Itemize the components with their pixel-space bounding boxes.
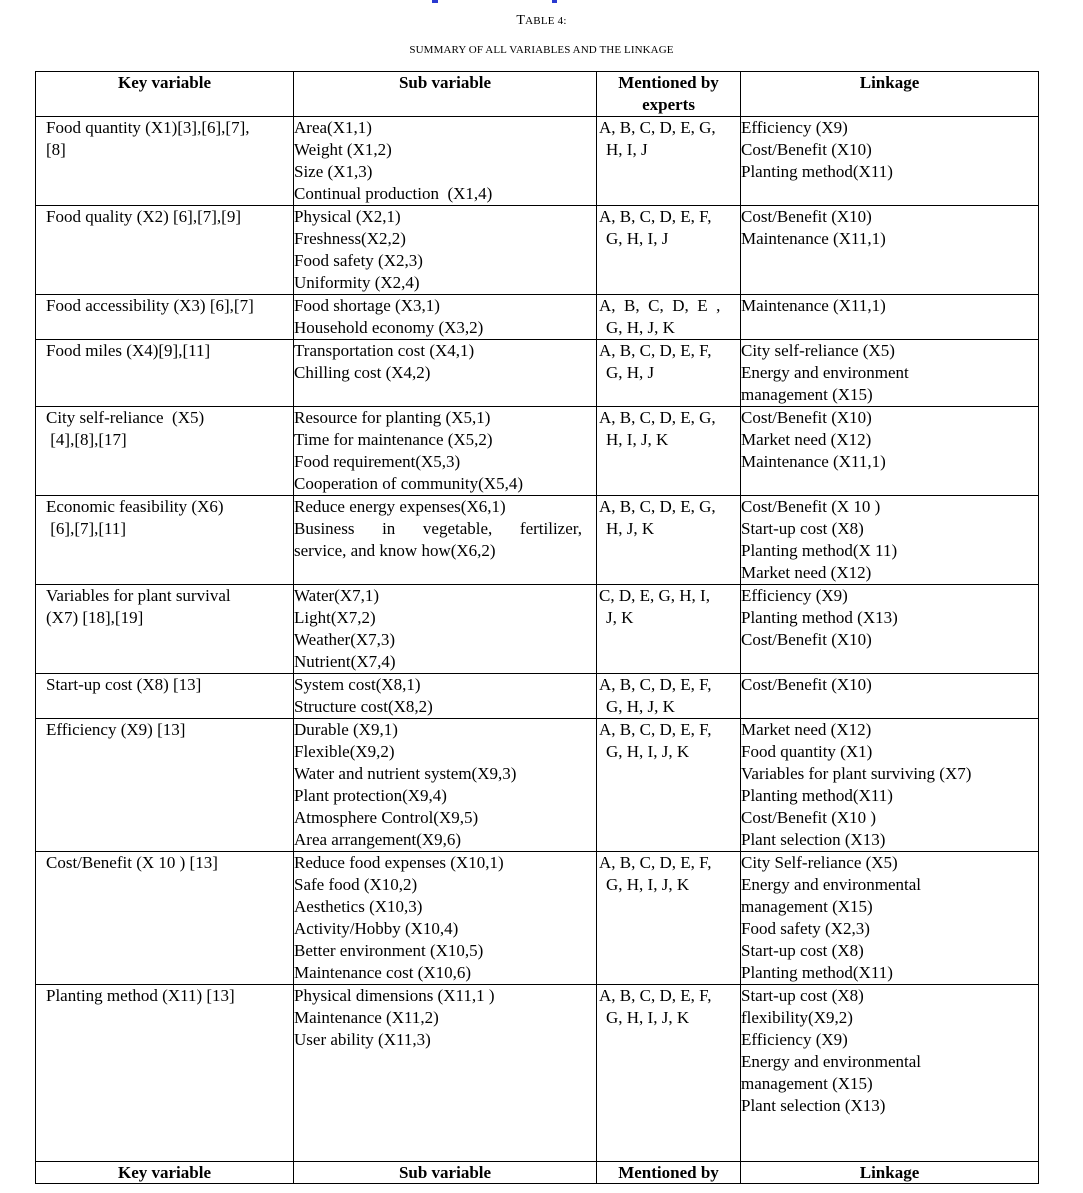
sub-variable-line: Business in vegetable, fertilizer, (294, 519, 582, 538)
experts-line: G, H, I, J (606, 229, 669, 248)
sub-variable-line: Maintenance cost (X10,6) (294, 963, 472, 982)
key-variable-line: Economic feasibility (X6) (46, 497, 224, 516)
key-variable-cell (36, 496, 294, 585)
experts-cell (597, 674, 741, 719)
sub-variable-line: Freshness(X2,2) (294, 229, 406, 248)
table-row (36, 985, 1039, 1162)
key-variable-cell (36, 295, 294, 340)
sub-variable-line: Uniformity (X2,4) (294, 273, 420, 292)
linkage-line: Food quantity (X1) (741, 742, 873, 761)
sub-variable-line: Food requirement(X5,3) (294, 452, 461, 471)
experts-line: A, B, C, D, E, F, (599, 341, 712, 360)
linkage-cell (741, 585, 1039, 674)
experts-line: G, H, I, J, K (606, 1008, 690, 1027)
linkage-cell (741, 117, 1039, 206)
experts-line: A, B, C, D, E, G, (599, 118, 716, 137)
sub-variable-line: Maintenance (X11,2) (294, 1008, 439, 1027)
key-variable-cell (36, 852, 294, 985)
header-mentioned-by-experts (597, 72, 741, 117)
experts-line: G, H, I, J, K (606, 742, 690, 761)
sub-variable-cell (294, 719, 597, 852)
sub-variable-line: Food safety (X2,3) (294, 251, 423, 270)
key-variable-cell (36, 407, 294, 496)
key-variable-line: Planting method (X11) [13] (46, 986, 235, 1005)
sub-variable-line: Weather(X7,3) (294, 630, 396, 649)
key-variable-cell (36, 585, 294, 674)
table-number (0, 13, 1083, 29)
linkage-line: Cost/Benefit (X10) (741, 140, 872, 159)
linkage-cell (741, 719, 1039, 852)
sub-variable-line: Continual production (X1,4) (294, 184, 493, 203)
sub-variable-line: Flexible(X9,2) (294, 742, 395, 761)
linkage-cell (741, 496, 1039, 585)
sub-variable-cell (294, 117, 597, 206)
sub-variable-cell (294, 340, 597, 407)
key-variable-line: [6],[7],[11] (46, 519, 127, 538)
key-variable-line: Efficiency (X9) [13] (46, 720, 186, 739)
experts-line: A, B, C, D, E, F, (599, 720, 712, 739)
linkage-cell (741, 852, 1039, 985)
linkage-line: Variables for plant surviving (X7) (741, 764, 972, 783)
linkage-line: Planting method(X11) (741, 162, 893, 181)
sub-variable-cell (294, 852, 597, 985)
linkage-line: management (X15) (741, 385, 873, 404)
header-mentioned-line1: Mentioned by (618, 73, 719, 92)
table-row (36, 585, 1039, 674)
sub-variable-line: Reduce food expenses (X10,1) (294, 853, 504, 872)
sub-variable-line: Atmosphere Control(X9,5) (294, 808, 479, 827)
sub-variable-line: Weight (X1,2) (294, 140, 392, 159)
sub-variable-line: Cooperation of community(X5,4) (294, 474, 523, 493)
linkage-line: management (X15) (741, 1074, 873, 1093)
table-row (36, 496, 1039, 585)
sub-variable-line: Household economy (X3,2) (294, 318, 484, 337)
table-number-prefix: T (516, 13, 526, 28)
table-row (36, 719, 1039, 852)
linkage-line: management (X15) (741, 897, 873, 916)
linkage-line: Maintenance (X11,1) (741, 452, 886, 471)
cut-off-header-fragment (432, 0, 438, 3)
experts-cell (597, 985, 741, 1162)
sub-variable-line: Aesthetics (X10,3) (294, 897, 423, 916)
experts-line: G, H, J, K (606, 697, 675, 716)
linkage-line: Food safety (X2,3) (741, 919, 870, 938)
key-variable-line: [8] (46, 140, 66, 159)
table-title: SUMMARY OF ALL VARIABLES AND THE LINKAGE (409, 44, 674, 56)
sub-variable-line: Food shortage (X3,1) (294, 296, 440, 315)
linkage-line: Efficiency (X9) (741, 118, 848, 137)
cut-off-header-fragment (552, 0, 557, 3)
linkage-cell (741, 985, 1039, 1162)
sub-variable-line: Water(X7,1) (294, 586, 380, 605)
key-variable-line: City self-reliance (X5) (46, 408, 205, 427)
sub-variable-line: Water and nutrient system(X9,3) (294, 764, 517, 783)
sub-variable-line: service, and know how(X6,2) (294, 541, 496, 560)
linkage-line: Cost/Benefit (X10) (741, 408, 872, 427)
experts-line: J, K (606, 608, 634, 627)
linkage-cell (741, 407, 1039, 496)
sub-variable-line: Resource for planting (X5,1) (294, 408, 491, 427)
linkage-line: Cost/Benefit (X 10 ) (741, 497, 881, 516)
linkage-line: Planting method(X11) (741, 786, 893, 805)
linkage-line: Maintenance (X11,1) (741, 229, 886, 248)
table-row (36, 340, 1039, 407)
experts-line: H, J, K (606, 519, 655, 538)
experts-line: A, B, C, D, E , (599, 296, 721, 315)
key-variable-line: Food quantity (X1)[3],[6],[7], (46, 118, 250, 137)
linkage-line: Planting method(X 11) (741, 541, 898, 560)
sub-variable-line: User ability (X11,3) (294, 1030, 431, 1049)
sub-variable-cell (294, 407, 597, 496)
key-variable-line: Food accessibility (X3) [6],[7] (46, 296, 254, 315)
experts-cell (597, 295, 741, 340)
linkage-line: Start-up cost (X8) (741, 986, 864, 1005)
footer-linkage: Linkage (741, 1162, 1039, 1184)
sub-variable-line: Physical dimensions (X11,1 ) (294, 986, 495, 1005)
table-row (36, 852, 1039, 985)
key-variable-line: (X7) [18],[19] (46, 608, 144, 627)
variables-table (35, 71, 1039, 1184)
footer-mentioned-by: Mentioned by (597, 1162, 741, 1184)
header-mentioned-line2: experts (642, 95, 695, 114)
linkage-cell (741, 340, 1039, 407)
sub-variable-line: Nutrient(X7,4) (294, 652, 396, 671)
linkage-line: flexibility(X9,2) (741, 1008, 853, 1027)
sub-variable-cell (294, 585, 597, 674)
sub-variable-line: Activity/Hobby (X10,4) (294, 919, 459, 938)
key-variable-cell (36, 719, 294, 852)
key-variable-cell (36, 985, 294, 1162)
linkage-line: Planting method (X13) (741, 608, 898, 627)
table-footer-row (36, 1162, 1039, 1184)
sub-variable-line: Area(X1,1) (294, 118, 372, 137)
linkage-line: Market need (X12) (741, 563, 872, 582)
key-variable-line: [4],[8],[17] (46, 430, 127, 449)
sub-variable-line: Chilling cost (X4,2) (294, 363, 431, 382)
sub-variable-line: Time for maintenance (X5,2) (294, 430, 493, 449)
linkage-cell (741, 295, 1039, 340)
key-variable-line: Variables for plant survival (46, 586, 231, 605)
table-number-rest: ABLE 4: (525, 15, 567, 27)
experts-line: A, B, C, D, E, F, (599, 207, 712, 226)
sub-variable-cell (294, 496, 597, 585)
sub-variable-line: Area arrangement(X9,6) (294, 830, 462, 849)
linkage-cell (741, 674, 1039, 719)
linkage-line: Market need (X12) (741, 430, 872, 449)
linkage-line: Cost/Benefit (X10 ) (741, 808, 877, 827)
experts-line: A, B, C, D, E, G, (599, 497, 716, 516)
experts-cell (597, 585, 741, 674)
linkage-line: Cost/Benefit (X10) (741, 207, 872, 226)
key-variable-line: Food quality (X2) [6],[7],[9] (46, 207, 241, 226)
experts-cell (597, 206, 741, 295)
linkage-line: Start-up cost (X8) (741, 519, 864, 538)
linkage-line: Maintenance (X11,1) (741, 296, 886, 315)
experts-cell (597, 719, 741, 852)
sub-variable-cell (294, 206, 597, 295)
table-row (36, 407, 1039, 496)
table-header-row (36, 72, 1039, 117)
table-row (36, 674, 1039, 719)
sub-variable-line: Structure cost(X8,2) (294, 697, 433, 716)
sub-variable-line: Better environment (X10,5) (294, 941, 484, 960)
header-linkage: Linkage (741, 72, 1039, 117)
sub-variable-line: Plant protection(X9,4) (294, 786, 447, 805)
linkage-line: Energy and environmental (741, 875, 922, 894)
experts-line: G, H, J, K (606, 318, 675, 337)
linkage-cell (741, 206, 1039, 295)
linkage-line: Planting method(X11) (741, 963, 893, 982)
sub-variable-line: System cost(X8,1) (294, 675, 421, 694)
table-row (36, 295, 1039, 340)
sub-variable-cell (294, 674, 597, 719)
sub-variable-cell (294, 295, 597, 340)
key-variable-cell (36, 674, 294, 719)
linkage-line: Cost/Benefit (X10) (741, 630, 872, 649)
linkage-line: Plant selection (X13) (741, 830, 886, 849)
key-variable-line: Start-up cost (X8) [13] (46, 675, 202, 694)
linkage-line: Efficiency (X9) (741, 586, 848, 605)
sub-variable-line: Safe food (X10,2) (294, 875, 418, 894)
experts-line: C, D, E, G, H, I, (599, 586, 710, 605)
sub-variable-line: Transportation cost (X4,1) (294, 341, 475, 360)
table-row (36, 206, 1039, 295)
linkage-line: Cost/Benefit (X10) (741, 675, 872, 694)
key-variable-line: Food miles (X4)[9],[11] (46, 341, 211, 360)
sub-variable-cell (294, 985, 597, 1162)
experts-cell (597, 496, 741, 585)
key-variable-cell (36, 340, 294, 407)
experts-cell (597, 117, 741, 206)
experts-line: H, I, J, K (606, 430, 669, 449)
experts-line: G, H, I, J, K (606, 875, 690, 894)
experts-cell (597, 340, 741, 407)
sub-variable-line: Durable (X9,1) (294, 720, 398, 739)
header-key-variable: Key variable (36, 72, 294, 117)
key-variable-cell (36, 117, 294, 206)
experts-line: G, H, J (606, 363, 655, 382)
experts-line: H, I, J (606, 140, 648, 159)
experts-cell (597, 407, 741, 496)
key-variable-line: Cost/Benefit (X 10 ) [13] (46, 853, 218, 872)
experts-line: A, B, C, D, E, G, (599, 408, 716, 427)
sub-variable-line: Size (X1,3) (294, 162, 373, 181)
sub-variable-line: Reduce energy expenses(X6,1) (294, 497, 506, 516)
linkage-line: Plant selection (X13) (741, 1096, 886, 1115)
experts-line: A, B, C, D, E, F, (599, 853, 712, 872)
linkage-line: Start-up cost (X8) (741, 941, 864, 960)
linkage-line: Energy and environmental (741, 1052, 922, 1071)
linkage-line: City Self-reliance (X5) (741, 853, 898, 872)
footer-sub-variable: Sub variable (294, 1162, 597, 1184)
sub-variable-line: Light(X7,2) (294, 608, 376, 627)
sub-variable-line: Physical (X2,1) (294, 207, 401, 226)
experts-line: A, B, C, D, E, F, (599, 986, 712, 1005)
header-sub-variable: Sub variable (294, 72, 597, 117)
experts-line: A, B, C, D, E, F, (599, 675, 712, 694)
table-row (36, 117, 1039, 206)
linkage-line: Market need (X12) (741, 720, 872, 739)
experts-cell (597, 852, 741, 985)
footer-key-variable: Key variable (36, 1162, 294, 1184)
linkage-line: City self-reliance (X5) (741, 341, 895, 360)
linkage-line: Energy and environment (741, 363, 909, 382)
linkage-line: Efficiency (X9) (741, 1030, 848, 1049)
key-variable-cell (36, 206, 294, 295)
